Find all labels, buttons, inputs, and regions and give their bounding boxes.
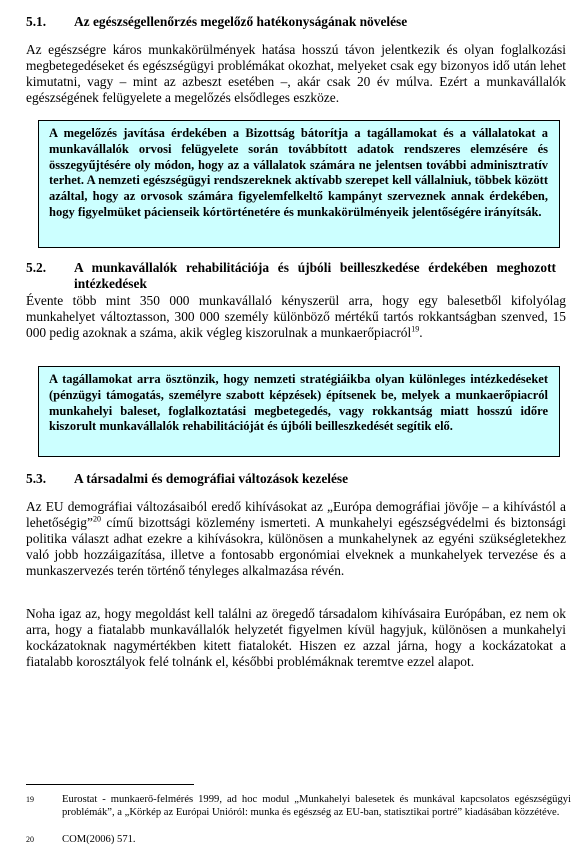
section-5-3-paragraph-2: Noha igaz az, hogy megoldást kell találni az öregedő társadalom kihívásaira Európában, ez nem ok arra, hogy a fiatalabb munkavállalók helyzetét figyelmen kívül hagyjuk, különösen a munkahelyi kockázatoknak nagymértékben kitett fiatalokét. Hiszen ez azzal járna, hogy a kockázatokat a fiatalabb korosztályok felé tolnánk el, későbbi problémáknak teremtve ezzel alapot. bbox=[26, 606, 566, 669]
section-5-2-paragraph bbox=[26, 293, 566, 341]
footnote-text: COM(2006) 571. bbox=[62, 834, 136, 845]
paragraph-text: Az EU demográfiai változásaiból eredő kihívásokat az „Európa demográfiai jövője – a kihívástól a lehetőségig” bbox=[26, 499, 566, 530]
footnote-text: Eurostat - munkaerő-felmérés 1999, ad hoc modul „Munkahelyi balesetek és munkával kapcsolatos egészségügyi problémák”, a „Körkép az Európai Unióról: munka és egészség az EU-ban, statisztikai portré” kiadásában közzétéve. bbox=[62, 794, 571, 818]
section-5-3-paragraph-1 bbox=[26, 499, 566, 579]
footnote-20 bbox=[26, 834, 571, 847]
paragraph-text-cont: című bizottsági közlemény ismerteti. A munkahelyi egészségvédelmi és biztonsági politika választ adhat ezekre a kihívásokra, különösen a munkahelynek az egyéni szükségletekhez való jobb hozzáigazítása, illetve a fontosabb ergonómiai elveknek a munkahelyek tervezése és a munkaszervezés terén történő tényleges alkalmazása révén. bbox=[26, 515, 566, 578]
section-5-2-highlight-box: A tagállamokat arra ösztönzik, hogy nemzeti stratégiáikba olyan különleges intézkedéseket (pénzügyi támogatás, személyre szabott képzések) építsenek be, melyek a munkaerőpiacról munkahelyi baleset, foglalkoztatási megbetegedés, vagy rokkantság miatt hosszú időre kiszorult munkavállalók rehabilitációját és újbóli beilleszkedését segítik elő. bbox=[38, 366, 560, 457]
section-5-1-heading bbox=[26, 14, 556, 30]
footnote-ref-20: 20 bbox=[92, 514, 101, 524]
section-5-3-heading bbox=[26, 471, 556, 487]
section-number: 5.3. bbox=[26, 471, 47, 486]
section-5-1-paragraph: Az egészségre káros munkakörülmények hatása hosszú távon jelentkezik és olyan foglalkozási megbetegedéseket és egészségügyi problémákat okozhat, melyeket csak egy bizonyos idő után lehet kimutatni, vagy – mint az azbeszt esetében –, akár csak 20 év múlva. Ezért a munkavállalók egészségének felügyelete a megelőzés elsődleges eszköze. bbox=[26, 42, 566, 105]
footnote-separator bbox=[26, 784, 194, 785]
section-title: Az egészségellenőrzés megelőző hatékonyságának növelése bbox=[74, 14, 408, 29]
section-title: A társadalmi és demográfiai változások kezelése bbox=[74, 471, 349, 486]
section-title: A munkavállalók rehabilitációja és újbóli beilleszkedése érdekében meghozott intézkedések bbox=[74, 260, 556, 291]
footnote-19 bbox=[26, 794, 571, 819]
footnote-number: 19 bbox=[26, 795, 34, 804]
footnote-number: 20 bbox=[26, 835, 34, 844]
section-number: 5.1. bbox=[26, 14, 47, 29]
paragraph-text: Évente több mint 350 000 munkavállaló kényszerül arra, hogy egy balesetből kifolyólag munkahelyet változtasson, 300 000 személy különböző mértékű tartós rokkantságban szenved, 15 000 pedig azoknak a száma, akik végleg kiszorulnak a munkaerőpiacról bbox=[26, 293, 566, 340]
paragraph-end: . bbox=[419, 325, 423, 340]
section-5-2-heading bbox=[26, 260, 556, 292]
section-number: 5.2. bbox=[26, 260, 47, 275]
footnote-ref-19: 19 bbox=[411, 324, 420, 334]
section-5-1-highlight-box: A megelőzés javítása érdekében a Bizottság bátorítja a tagállamokat és a vállalatokat a munkavállalók orvosi felügyelete során továbbított adatok rendszeres elemzésére és összegyűjtésére oly módon, hogy az a vállalatok számára ne jelentsen további adminisztratív terhet. A nemzeti egészségügyi rendszereknek aktívabb szerepet kell vállalniuk, többek között azáltal, hogy az orvosok számára figyelemfelkeltő kampányt szerveznek annak érdekében, hogy figyelmüket pácienseik kórtörténetére és munkakörülményeik jelentőségére irányítsák. bbox=[38, 120, 560, 248]
